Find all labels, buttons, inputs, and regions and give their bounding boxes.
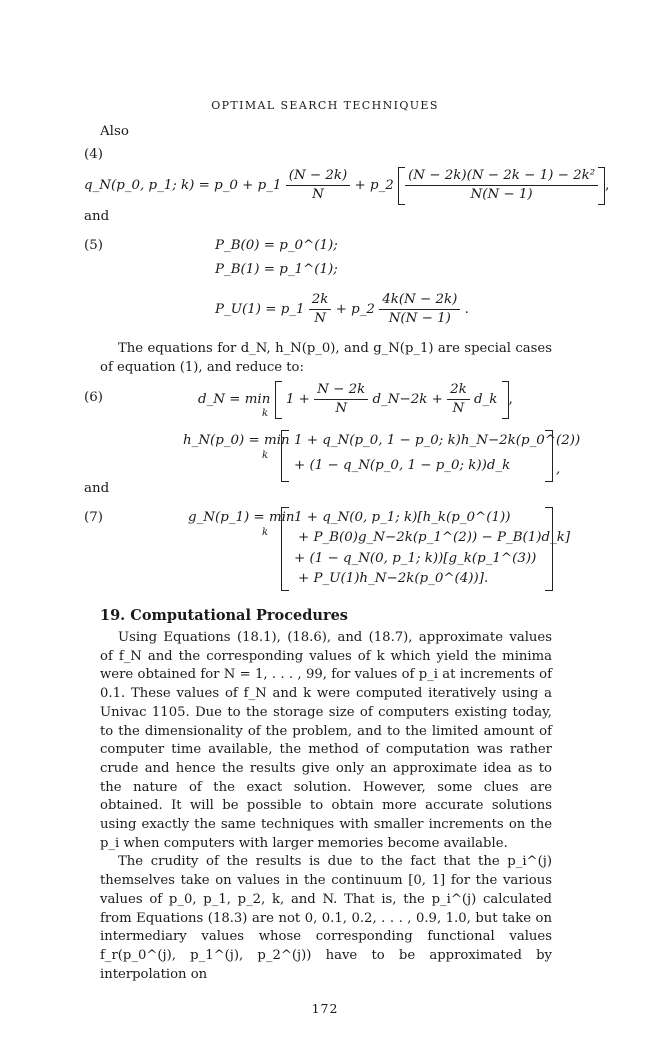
eq6-frac1-denominator: N	[335, 401, 348, 416]
eq4-frac1-numerator: (N − 2k)	[286, 168, 351, 186]
section-heading	[100, 607, 348, 624]
eq5-frac1-numerator: 2k	[309, 292, 332, 310]
eq6-frac2-denominator: N	[452, 401, 465, 416]
eq4-fraction-1	[286, 168, 351, 203]
eq7-lhs: g_N(p_1) = min	[188, 510, 295, 525]
eq6b-left-bracket	[281, 430, 289, 482]
eq6-min-subscript: k	[262, 408, 269, 419]
eq6-fraction-2	[447, 382, 470, 417]
body-paragraph-2: The crudity of the results is due to the fact that the p_i^(j) themselves take on values in the continuum [0, 1] for the various values of p_0, p_1, p_2, k, and N. That is, the p_i^(j) calculated from Equations (18.3) are not 0, 0.1, 0.2, . . . , 0.9, 1.0, but take on intermediary values whose corresponding functional values f_r(p_0^(j), p_1^(j), p_2^(j)) have to be approximated by interpolation on	[100, 854, 552, 982]
eq6-term-2: d_k	[473, 392, 498, 407]
eq6b-comma: ,	[556, 462, 561, 477]
eq6-lhs: d_N = min	[198, 392, 271, 407]
eq7-left-bracket	[281, 507, 289, 591]
eq4-frac2-denominator: N(N − 1)	[470, 187, 533, 202]
eq6-right-bracket	[502, 381, 509, 419]
and-label-2: and	[84, 481, 110, 496]
eq6-frac2-numerator: 2k	[447, 382, 470, 400]
eq4-frac2-numerator: (N − 2k)(N − 2k − 1) − 2k²	[405, 168, 598, 186]
eq5-frac1-denominator: N	[314, 311, 326, 326]
equation-number-4: (4)	[84, 147, 103, 162]
body-paragraph-1: Using Equations (18.1), (18.6), and (18.7), approximate values of f_N and the corresponding values of k which yield the minima were obtained for N = 1, . . . , 99, for values of p_i at increments of 0.1. These values of f_N and k were computed iteratively using a Univac 1105. Due to the storage size of computers existing today, to the dimensionality of the problem, and to the limited amount of computer time available, the method of computation was rather crude and hence the results give only an approximate idea as to the nature of the exact solution. However, some clues are obtained. It will be possible to obtain more accurate solutions using exactly the same techniques with smaller increments on the p_i when computers with larger memories become available.	[100, 630, 552, 851]
intro-paragraph	[100, 340, 552, 377]
eq5-line3-lhs: P_U(1) = p_1	[215, 302, 305, 317]
eq5-fraction-1	[309, 292, 332, 327]
eq5-line-3: P_U(1) = p_1 $\frac{2k}{N}$ + p_2 $\frac{4k(N - 2k)}{N(N - 1)}$ .	[215, 292, 469, 326]
eq5-line-2: P_B(1) = p_1^(1);	[215, 262, 338, 277]
eq7-line-3: + (1 − q_N(0, p_1; k))[g_k(p_1^(3))	[294, 551, 537, 566]
eq5-frac2-numerator: 4k(N − 2k)	[379, 292, 460, 310]
eq6-frac1-numerator: N − 2k	[314, 382, 368, 400]
equation-number-5: (5)	[84, 238, 103, 253]
eq7-right-bracket	[545, 507, 553, 591]
eq6-fraction-1	[314, 382, 368, 417]
eq4-left-bracket	[398, 167, 405, 205]
eq6-left-bracket	[275, 381, 282, 419]
intro-sentence: The equations for d_N, h_N(p_0), and g_N(p_1) are special cases of equation (1), and reduce to:	[100, 341, 552, 375]
eq7-line-2: + P_B(0)g_N−2k(p_1^(2)) − P_B(1)d_k]	[298, 530, 571, 545]
eq4-frac1-denominator: N	[312, 187, 324, 202]
eq6b-right-bracket	[545, 430, 553, 482]
equation-4: q_N(p_0, p_1; k) = p_0 + p_1 $\frac{(N - 2k)}{N}$ + p_2 $\frac{\text{(N − 2k)(N − 2k − 1) − 2k²}}{N(N - 1)}$ ,	[84, 164, 609, 208]
eq6b-lhs: h_N(p_0) = min	[183, 433, 290, 448]
equation-number-7: (7)	[84, 510, 103, 525]
eq6-term-1: d_N−2k +	[372, 392, 443, 407]
eq5-fraction-2	[379, 292, 460, 327]
eq7-line-4: + P_U(1)h_N−2k(p_0^(4))].	[298, 571, 489, 586]
eq5-frac2-denominator: N(N − 1)	[388, 311, 451, 326]
running-header: OPTIMAL SEARCH TECHNIQUES	[211, 99, 439, 112]
eq6b-line-2: + (1 − q_N(p_0, 1 − p_0; k))d_k	[294, 458, 511, 473]
page-number: 172	[311, 1001, 339, 1016]
equation-6: d_N = min 1 + $\frac{N - 2k}{N}$ d_N−2k + $\frac{2k}{N}$ d_k ,	[198, 378, 513, 422]
eq4-fraction-2	[405, 168, 598, 203]
equation-number-6: (6)	[84, 390, 103, 405]
and-label-1: and	[84, 209, 110, 224]
body-text	[100, 629, 552, 984]
section-number: 19.	[100, 607, 126, 624]
eq4-lhs: q_N(p_0, p_1; k) = p_0 + p_1	[84, 178, 282, 193]
eq6b-line-1: 1 + q_N(p_0, 1 − p_0; k)h_N−2k(p_0^(2))	[294, 433, 581, 448]
eq4-mid: + p_2	[354, 178, 394, 193]
eq6-one: 1 +	[285, 392, 310, 407]
section-title: Computational Procedures	[130, 607, 348, 624]
eq5-line3-mid: + p_2	[335, 302, 375, 317]
eq5-line-1: P_B(0) = p_0^(1);	[215, 238, 338, 253]
eq7-line-1: 1 + q_N(0, p_1; k)[h_k(p_0^(1))	[294, 510, 511, 525]
eq7-min-subscript: k	[262, 527, 269, 538]
eq6b-min-subscript: k	[262, 450, 269, 461]
also-label: Also	[100, 124, 129, 139]
